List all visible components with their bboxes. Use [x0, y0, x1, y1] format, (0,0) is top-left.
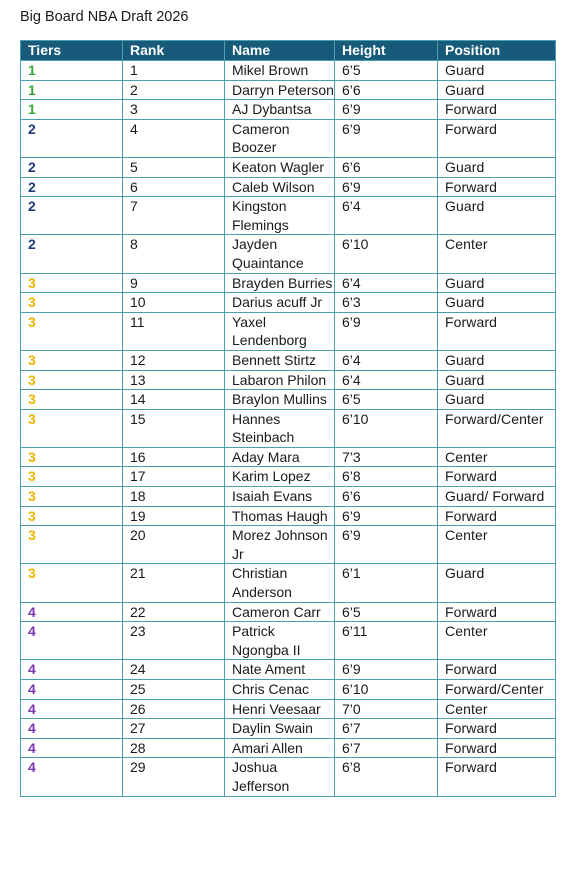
player-name-cell: Kingston Flemings [225, 197, 335, 235]
big-board-table [20, 40, 556, 797]
table-row [21, 157, 556, 177]
height-cell: 6’6 [335, 487, 438, 507]
height-cell: 6’9 [335, 506, 438, 526]
table-row [21, 80, 556, 100]
rank-cell: 28 [123, 738, 225, 758]
table-row [21, 738, 556, 758]
tier-cell: 1 [21, 61, 123, 81]
player-name-cell: Keaton Wagler [225, 157, 335, 177]
table-row [21, 273, 556, 293]
rank-cell: 18 [123, 487, 225, 507]
position-cell: Center [438, 699, 556, 719]
height-cell: 6’6 [335, 157, 438, 177]
rank-cell: 10 [123, 293, 225, 313]
height-cell: 6’4 [335, 197, 438, 235]
height-cell: 6’8 [335, 467, 438, 487]
position-cell: Center [438, 447, 556, 467]
player-name-cell: Braylon Mullins [225, 390, 335, 410]
height-cell: 6’8 [335, 758, 438, 796]
table-row [21, 719, 556, 739]
tier-cell: 3 [21, 370, 123, 390]
rank-cell: 19 [123, 506, 225, 526]
tier-cell: 2 [21, 235, 123, 273]
player-name-cell: Chris Cenac [225, 680, 335, 700]
height-cell: 6’9 [335, 526, 438, 564]
height-cell: 6’10 [335, 409, 438, 447]
height-cell: 6’9 [335, 177, 438, 197]
player-name-cell: Mikel Brown [225, 61, 335, 81]
player-name-cell: Darius acuff Jr [225, 293, 335, 313]
table-body [21, 61, 556, 797]
rank-cell: 15 [123, 409, 225, 447]
player-name-cell: Nate Ament [225, 660, 335, 680]
position-cell: Guard [438, 80, 556, 100]
rank-cell: 17 [123, 467, 225, 487]
position-cell: Guard [438, 350, 556, 370]
height-cell: 6’4 [335, 370, 438, 390]
height-cell: 6’4 [335, 350, 438, 370]
tier-cell: 4 [21, 758, 123, 796]
header-position: Position [438, 41, 556, 61]
tier-cell: 4 [21, 719, 123, 739]
player-name-cell: Joshua Jefferson [225, 758, 335, 796]
player-name-cell: Thomas Haugh [225, 506, 335, 526]
player-name-cell: Isaiah Evans [225, 487, 335, 507]
height-cell: 7’3 [335, 447, 438, 467]
table-row [21, 467, 556, 487]
table-row [21, 312, 556, 350]
table-row [21, 61, 556, 81]
height-cell: 6’5 [335, 602, 438, 622]
rank-cell: 25 [123, 680, 225, 700]
tier-cell: 4 [21, 660, 123, 680]
player-name-cell: Christian Anderson [225, 564, 335, 602]
height-cell: 6’11 [335, 622, 438, 660]
header-name: Name [225, 41, 335, 61]
player-name-cell: Cameron Carr [225, 602, 335, 622]
position-cell: Center [438, 622, 556, 660]
height-cell: 6’10 [335, 235, 438, 273]
position-cell: Forward [438, 602, 556, 622]
tier-cell: 3 [21, 447, 123, 467]
player-name-cell: AJ Dybantsa [225, 100, 335, 120]
rank-cell: 3 [123, 100, 225, 120]
tier-cell: 3 [21, 487, 123, 507]
rank-cell: 12 [123, 350, 225, 370]
tier-cell: 3 [21, 564, 123, 602]
position-cell: Guard/ Forward [438, 487, 556, 507]
table-row [21, 758, 556, 796]
position-cell: Forward [438, 177, 556, 197]
tier-cell: 2 [21, 157, 123, 177]
rank-cell: 22 [123, 602, 225, 622]
table-row [21, 622, 556, 660]
player-name-cell: Yaxel Lendenborg [225, 312, 335, 350]
position-cell: Guard [438, 370, 556, 390]
table-row [21, 177, 556, 197]
position-cell: Guard [438, 564, 556, 602]
position-cell: Forward/Center [438, 680, 556, 700]
rank-cell: 16 [123, 447, 225, 467]
tier-cell: 3 [21, 467, 123, 487]
tier-cell: 2 [21, 119, 123, 157]
table-row [21, 350, 556, 370]
tier-cell: 3 [21, 273, 123, 293]
position-cell: Guard [438, 273, 556, 293]
table-row [21, 526, 556, 564]
position-cell: Guard [438, 197, 556, 235]
header-tiers: Tiers [21, 41, 123, 61]
table-row [21, 119, 556, 157]
player-name-cell: Aday Mara [225, 447, 335, 467]
table-row [21, 506, 556, 526]
table-row [21, 197, 556, 235]
table-row [21, 370, 556, 390]
player-name-cell: Amari Allen [225, 738, 335, 758]
height-cell: 6’9 [335, 100, 438, 120]
tier-cell: 3 [21, 506, 123, 526]
height-cell: 7’0 [335, 699, 438, 719]
rank-cell: 26 [123, 699, 225, 719]
rank-cell: 2 [123, 80, 225, 100]
rank-cell: 14 [123, 390, 225, 410]
height-cell: 6’5 [335, 61, 438, 81]
player-name-cell: Labaron Philon [225, 370, 335, 390]
height-cell: 6’7 [335, 719, 438, 739]
tier-cell: 1 [21, 80, 123, 100]
player-name-cell: Darryn Peterson [225, 80, 335, 100]
position-cell: Forward [438, 119, 556, 157]
table-row [21, 235, 556, 273]
rank-cell: 5 [123, 157, 225, 177]
table-row [21, 564, 556, 602]
height-cell: 6’7 [335, 738, 438, 758]
height-cell: 6’9 [335, 312, 438, 350]
table-row [21, 447, 556, 467]
header-rank: Rank [123, 41, 225, 61]
table-row [21, 602, 556, 622]
tier-cell: 2 [21, 197, 123, 235]
position-cell: Forward [438, 719, 556, 739]
position-cell: Guard [438, 61, 556, 81]
rank-cell: 20 [123, 526, 225, 564]
position-cell: Forward/Center [438, 409, 556, 447]
player-name-cell: Henri Veesaar [225, 699, 335, 719]
tier-cell: 4 [21, 680, 123, 700]
rank-cell: 9 [123, 273, 225, 293]
height-cell: 6’9 [335, 119, 438, 157]
rank-cell: 27 [123, 719, 225, 739]
rank-cell: 24 [123, 660, 225, 680]
player-name-cell: Daylin Swain [225, 719, 335, 739]
table-row [21, 487, 556, 507]
height-cell: 6’1 [335, 564, 438, 602]
tier-cell: 2 [21, 177, 123, 197]
position-cell: Guard [438, 157, 556, 177]
position-cell: Forward [438, 660, 556, 680]
tier-cell: 3 [21, 350, 123, 370]
position-cell: Forward [438, 506, 556, 526]
player-name-cell: Brayden Burries [225, 273, 335, 293]
table-row [21, 660, 556, 680]
tier-cell: 3 [21, 312, 123, 350]
player-name-cell: Bennett Stirtz [225, 350, 335, 370]
table-row [21, 409, 556, 447]
position-cell: Guard [438, 390, 556, 410]
tier-cell: 4 [21, 602, 123, 622]
position-cell: Guard [438, 293, 556, 313]
tier-cell: 4 [21, 622, 123, 660]
rank-cell: 6 [123, 177, 225, 197]
rank-cell: 21 [123, 564, 225, 602]
document-title: Big Board NBA Draft 2026 [20, 9, 189, 25]
rank-cell: 8 [123, 235, 225, 273]
header-height: Height [335, 41, 438, 61]
player-name-cell: Jayden Quaintance [225, 235, 335, 273]
height-cell: 6’3 [335, 293, 438, 313]
player-name-cell: Patrick Ngongba II [225, 622, 335, 660]
tier-cell: 3 [21, 409, 123, 447]
height-cell: 6’10 [335, 680, 438, 700]
position-cell: Forward [438, 100, 556, 120]
rank-cell: 1 [123, 61, 225, 81]
rank-cell: 11 [123, 312, 225, 350]
player-name-cell: Caleb Wilson [225, 177, 335, 197]
rank-cell: 23 [123, 622, 225, 660]
height-cell: 6’9 [335, 660, 438, 680]
player-name-cell: Karim Lopez [225, 467, 335, 487]
position-cell: Forward [438, 467, 556, 487]
table-row [21, 390, 556, 410]
position-cell: Forward [438, 738, 556, 758]
header-row [21, 41, 556, 61]
table-row [21, 699, 556, 719]
rank-cell: 4 [123, 119, 225, 157]
tier-cell: 4 [21, 738, 123, 758]
rank-cell: 13 [123, 370, 225, 390]
position-cell: Forward [438, 758, 556, 796]
height-cell: 6’6 [335, 80, 438, 100]
rank-cell: 29 [123, 758, 225, 796]
position-cell: Center [438, 526, 556, 564]
player-name-cell: Cameron Boozer [225, 119, 335, 157]
position-cell: Forward [438, 312, 556, 350]
tier-cell: 4 [21, 699, 123, 719]
table-row [21, 293, 556, 313]
tier-cell: 3 [21, 390, 123, 410]
rank-cell: 7 [123, 197, 225, 235]
tier-cell: 3 [21, 293, 123, 313]
table-row [21, 100, 556, 120]
position-cell: Center [438, 235, 556, 273]
player-name-cell: Hannes Steinbach [225, 409, 335, 447]
table-row [21, 680, 556, 700]
height-cell: 6’4 [335, 273, 438, 293]
tier-cell: 3 [21, 526, 123, 564]
height-cell: 6’5 [335, 390, 438, 410]
tier-cell: 1 [21, 100, 123, 120]
player-name-cell: Morez Johnson Jr [225, 526, 335, 564]
